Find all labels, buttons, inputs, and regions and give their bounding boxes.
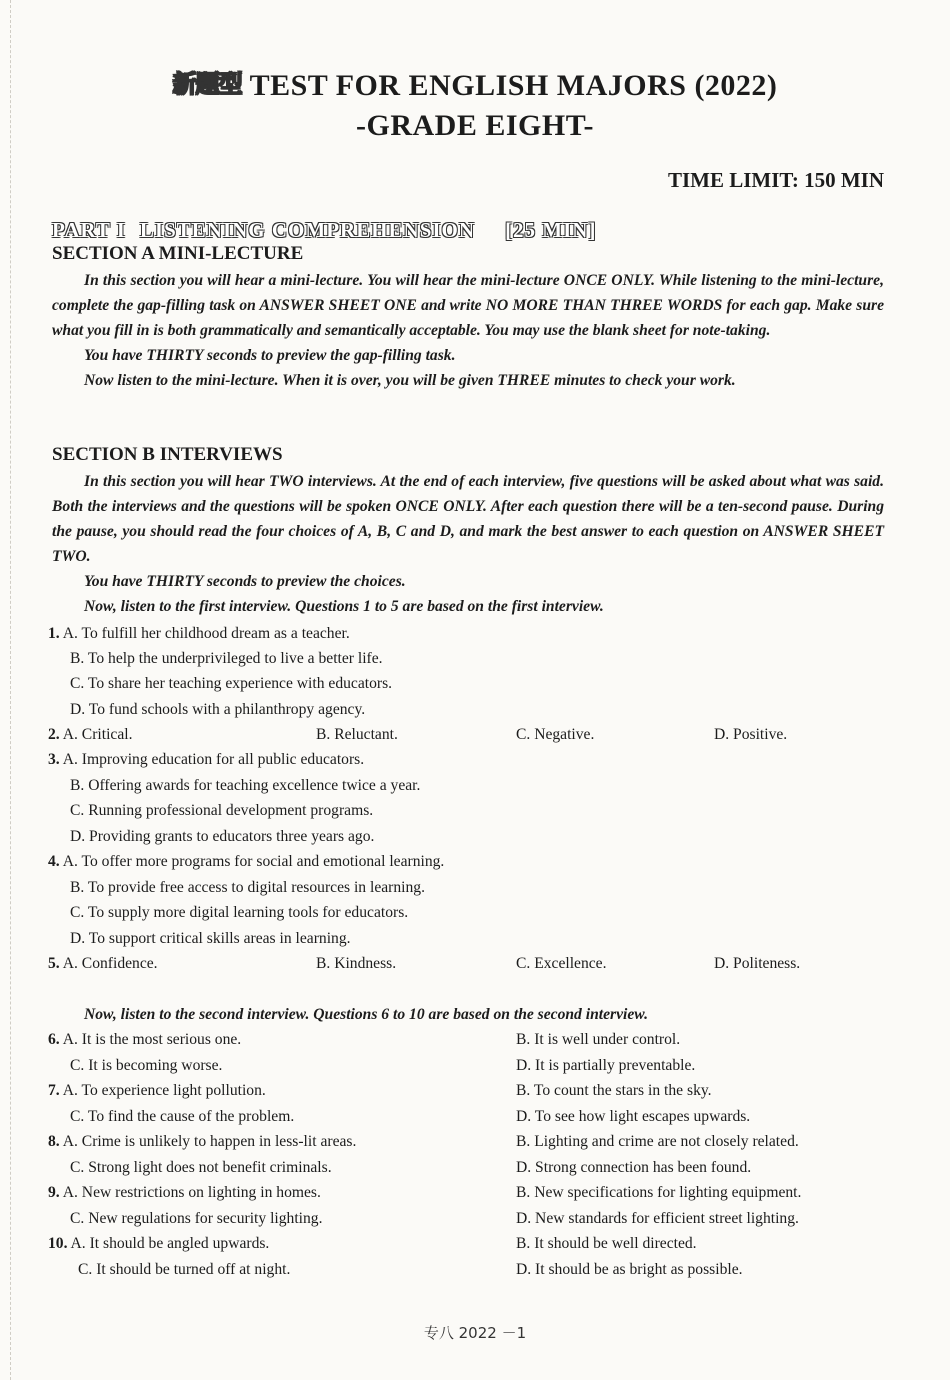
question-5-option-d: D. Politeness. xyxy=(714,955,801,972)
part-heading xyxy=(52,218,596,243)
question-number: 2. xyxy=(48,726,60,743)
section-a-instructions xyxy=(52,268,884,393)
question-9-option-b: B. New specifications for lighting equipment. xyxy=(516,1184,802,1201)
question-4-option-a xyxy=(48,849,444,874)
option-text: A. It should be angled upwards. xyxy=(70,1235,270,1252)
question-7-option-c: C. To find the cause of the problem. xyxy=(70,1108,295,1125)
binding-margin-line xyxy=(10,0,12,1380)
instruction-paragraph: Now listen to the mini-lecture. When it is over, you will be given THREE minutes to check your work. xyxy=(84,372,736,389)
instruction-paragraph: Now, listen to the second interview. Questions 6 to 10 are based on the second interview. xyxy=(84,1006,648,1023)
question-number: 4. xyxy=(48,853,60,870)
new-format-badge: 新题型 xyxy=(172,70,242,98)
question-7-option-b: B. To count the stars in the sky. xyxy=(516,1082,712,1099)
section-a-heading: SECTION A MINI-LECTURE xyxy=(52,243,304,264)
option-text: A. To experience light pollution. xyxy=(62,1082,266,1099)
question-7-option-a xyxy=(48,1078,266,1103)
question-3-option-b: B. Offering awards for teaching excellence twice a year. xyxy=(70,777,421,794)
exam-title xyxy=(0,64,950,146)
question-10-option-d: D. It should be as bright as possible. xyxy=(516,1261,743,1278)
question-1-option-a xyxy=(48,621,350,646)
question-number: 9. xyxy=(48,1184,60,1201)
question-5-option-b: B. Kindness. xyxy=(316,955,397,972)
question-9-option-d: D. New standards for efficient street lighting. xyxy=(516,1210,799,1227)
question-6-option-c: C. It is becoming worse. xyxy=(70,1057,223,1074)
question-10-option-b: B. It should be well directed. xyxy=(516,1235,697,1252)
option-text: A. Crime is unlikely to happen in less-lit areas. xyxy=(62,1133,357,1150)
question-number: 1. xyxy=(48,625,60,642)
question-4-option-c: C. To supply more digital learning tools for educators. xyxy=(70,904,409,921)
question-6-option-b: B. It is well under control. xyxy=(516,1031,681,1048)
question-3-option-a xyxy=(48,747,364,772)
question-5-option-c: C. Excellence. xyxy=(516,955,607,972)
question-number: 6. xyxy=(48,1031,60,1048)
option-text: A. New restrictions on lighting in homes. xyxy=(62,1184,321,1201)
question-1-option-d: D. To fund schools with a philanthropy agency. xyxy=(70,701,366,718)
instruction-paragraph: In this section you will hear a mini-lecture. You will hear the mini-lecture ONCE ONLY. While listening to the mini-lecture, complete the gap-filling task on ANSWER SHEET ONE and write NO MORE THAN THREE WORDS for each gap. Make sure what you fill in is both grammatically and semantically acceptable. You may use the blank sheet for note-taking. xyxy=(52,272,884,339)
question-8-option-c: C. Strong light does not benefit criminals. xyxy=(70,1159,332,1176)
question-2-option-d: D. Positive. xyxy=(714,726,788,743)
section-b-heading: SECTION B INTERVIEWS xyxy=(52,444,283,465)
question-4-option-d: D. To support critical skills areas in learning. xyxy=(70,930,351,947)
instruction-paragraph: In this section you will hear TWO interviews. At the end of each interview, five questions will be asked about what was said. Both the interviews and the questions will be spoken ONCE ONLY. After each question there will be a ten-second pause. During the pause, you should read the four choices of A, B, C and D, and mark the best answer to each question on ANSWER SHEET TWO. xyxy=(52,473,884,565)
question-number: 5. xyxy=(48,955,60,972)
part-time: [25 MIN] xyxy=(505,218,597,242)
option-text: A. To fulfill her childhood dream as a teacher. xyxy=(62,625,350,642)
question-6-option-a xyxy=(48,1027,241,1052)
question-number: 3. xyxy=(48,751,60,768)
title-line-1 xyxy=(0,64,950,106)
instruction-paragraph: You have THIRTY seconds to preview the gap-filling task. xyxy=(84,347,456,364)
instruction-paragraph: Now, listen to the first interview. Questions 1 to 5 are based on the first interview. xyxy=(84,598,604,615)
question-3-option-d: D. Providing grants to educators three years ago. xyxy=(70,828,375,845)
question-2-option-a xyxy=(48,722,132,747)
question-8-option-a xyxy=(48,1129,356,1154)
question-3-option-c: C. Running professional development programs. xyxy=(70,802,374,819)
title-grade: -GRADE EIGHT- xyxy=(356,109,594,142)
option-text: A. To offer more programs for social and emotional learning. xyxy=(62,853,445,870)
question-2-option-c: C. Negative. xyxy=(516,726,595,743)
question-10-option-a xyxy=(48,1231,269,1256)
question-4-option-b: B. To provide free access to digital resources in learning. xyxy=(70,879,425,896)
question-9-option-a xyxy=(48,1180,321,1205)
section-b-instructions xyxy=(52,469,884,619)
time-limit: TIME LIMIT: 150 MIN xyxy=(667,168,884,192)
question-5-option-a xyxy=(48,951,158,976)
question-10-option-c: C. It should be turned off at night. xyxy=(78,1261,291,1278)
page-footer: 专八 2022 －1 xyxy=(423,1324,527,1342)
question-number: 8. xyxy=(48,1133,60,1150)
title-main: TEST FOR ENGLISH MAJORS (2022) xyxy=(249,69,778,102)
question-1-option-c: C. To share her teaching experience with educators. xyxy=(70,675,393,692)
question-1-option-b: B. To help the underprivileged to live a better life. xyxy=(70,650,383,667)
question-number: 7. xyxy=(48,1082,60,1099)
option-text: A. Confidence. xyxy=(62,955,158,972)
question-8-option-b: B. Lighting and crime are not closely related. xyxy=(516,1133,799,1150)
part-label: PART I xyxy=(52,218,126,242)
question-2-option-b: B. Reluctant. xyxy=(316,726,398,743)
part-name: LISTENING COMPREHENSION xyxy=(139,218,476,242)
question-number: 10. xyxy=(48,1235,68,1252)
question-8-option-d: D. Strong connection has been found. xyxy=(516,1159,752,1176)
question-6-option-d: D. It is partially preventable. xyxy=(516,1057,696,1074)
instruction-paragraph: You have THIRTY seconds to preview the choices. xyxy=(84,573,406,590)
question-9-option-c: C. New regulations for security lighting. xyxy=(70,1210,323,1227)
option-text: A. Improving education for all public educators. xyxy=(62,751,365,768)
option-text: A. Critical. xyxy=(62,726,133,743)
question-7-option-d: D. To see how light escapes upwards. xyxy=(516,1108,751,1125)
option-text: A. It is the most serious one. xyxy=(62,1031,242,1048)
second-interview-instruction xyxy=(52,1002,884,1027)
